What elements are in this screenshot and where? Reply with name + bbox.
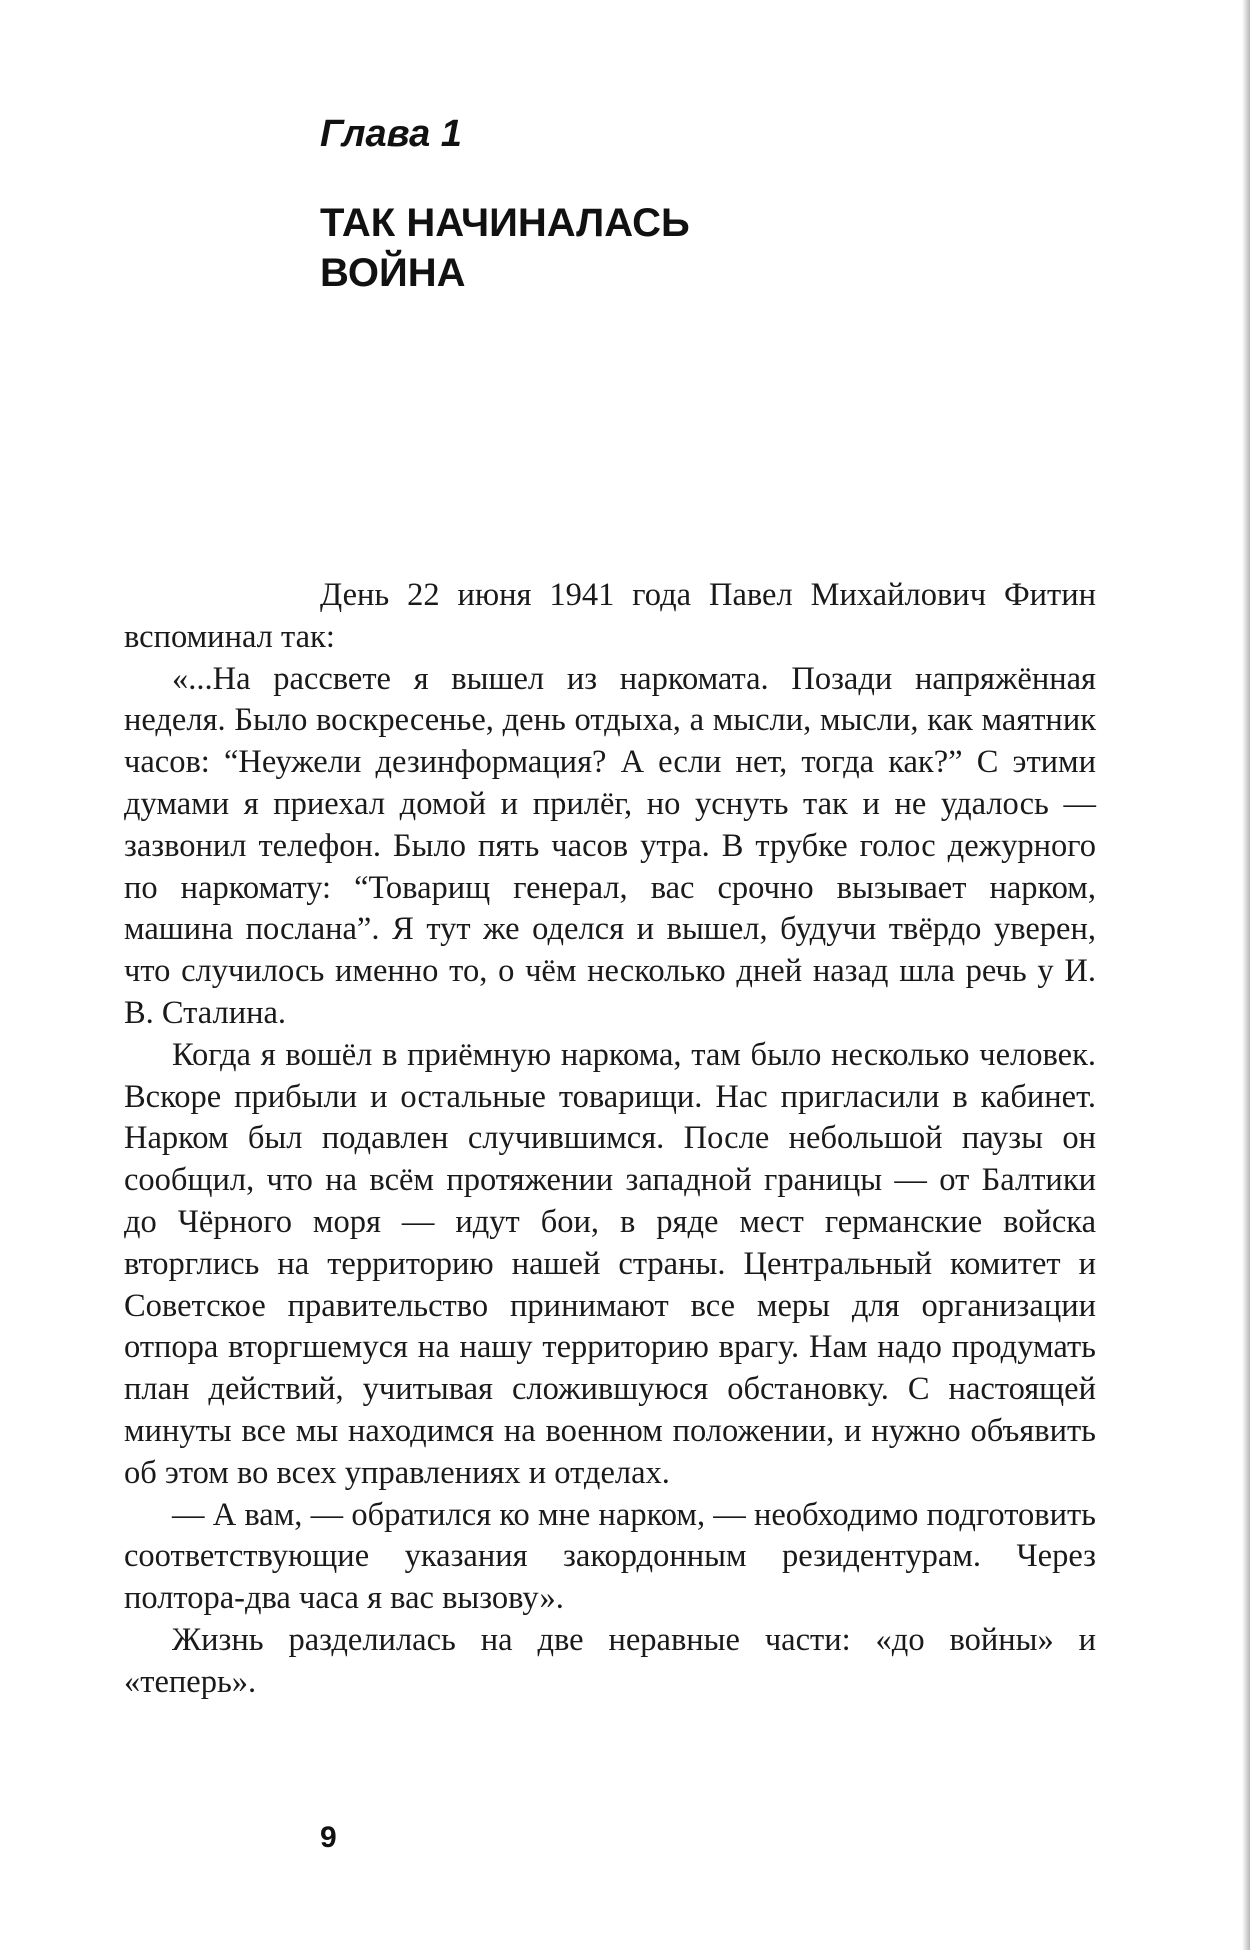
paragraph-2: «...На рассвете я вышел из наркомата. Позади напряжённая неделя. Было воскресенье, день отдыха, а мысли, мысли, как маятник часов: “Неужели дезинформация? А если нет, тогда как?” С этими думами я приехал домой и прилёг, но уснуть так и не удалось — зазвонил телефон. Было пять часов утра. В трубке голос дежурного по наркомату: “Товарищ генерал, вас срочно вызывает нарком, машина послана”. Я тут же оделся и вышел, будучи твёрдо уверен, что случилось именно то, о чём несколько дней назад шла речь у И. В. Сталина. <box>124 660 1096 1031</box>
chapter-title-line-2: ВОЙНА <box>320 251 466 295</box>
paragraph-3: Когда я вошёл в приёмную наркома, там было несколько человек. Вскоре прибыли и остальные товарищи. Нас пригласили в кабинет. Нарком был подавлен случившимся. После небольшой паузы он сообщил, что на всём протяжении западной границы — от Балтики до Чёрного моря — идут бои, в ряде мест германские войска вторглись на территорию нашей страны. Центральный комитет и Советское правительство принимают все меры для организации отпора вторгшемуся на нашу территорию врагу. Нам надо продумать план действий, учитывая сложившуюся обстановку. С настоящей минуты все мы находимся на военном положении, и нужно объявить об этом во всех управлениях и отделах. <box>124 1036 1096 1491</box>
paragraph-5: Жизнь разделилась на две неравные части: «до войны» и «теперь». <box>124 1621 1096 1700</box>
paragraph-1: День 22 июня 1941 года Павел Михайлович Фитин вспоминал так: <box>124 577 1096 655</box>
paragraph-4: — А вам, — обратился ко мне нарком, — необходимо подготовить соответствующие указания закордонным резидентурам. Через полтора-два часа я вас вызову». <box>124 1496 1096 1617</box>
chapter-label: Глава 1 <box>320 113 462 155</box>
page-edge-shadow <box>1242 0 1250 1950</box>
page-number: 9 <box>320 1821 337 1854</box>
chapter-title-line-1: ТАК НАЧИНАЛАСЬ <box>320 201 690 245</box>
chapter-title <box>320 198 1020 298</box>
body-text <box>124 575 1096 1704</box>
